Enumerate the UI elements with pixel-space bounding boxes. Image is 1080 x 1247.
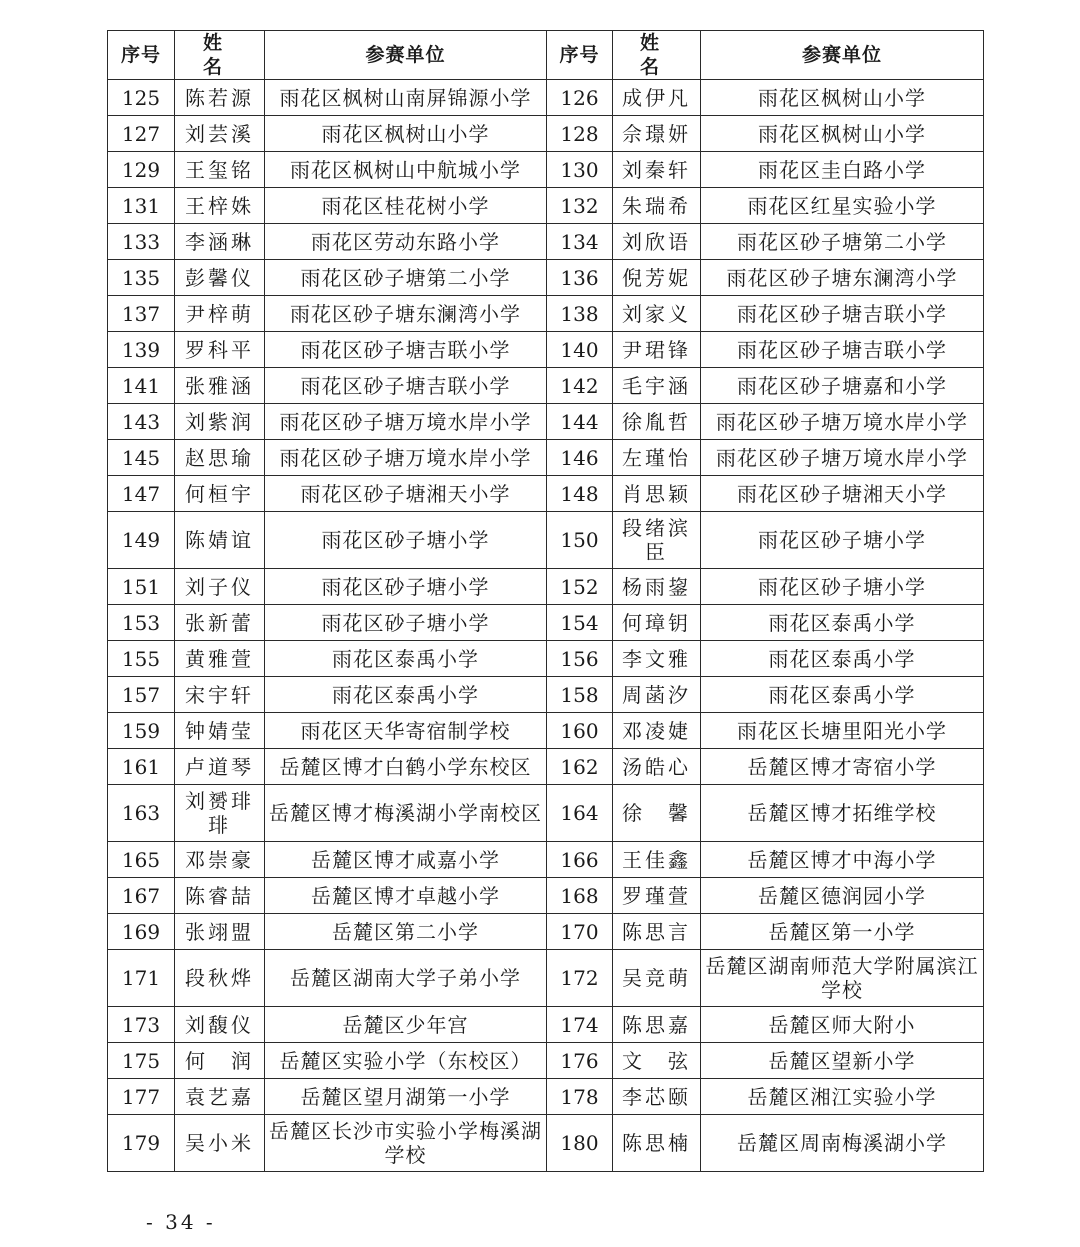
- entry-number: 155: [108, 641, 175, 677]
- student-name: 袁艺嘉: [175, 1079, 265, 1115]
- student-name: 尹珺锋: [613, 332, 701, 368]
- entry-number: 146: [547, 440, 613, 476]
- entry-number: 149: [108, 512, 175, 569]
- school-name: 雨花区砂子塘湘天小学: [701, 476, 984, 512]
- table-row: [108, 641, 984, 677]
- school-name: 雨花区砂子塘万境水岸小学: [265, 404, 547, 440]
- table-row: [108, 260, 984, 296]
- school-name: 雨花区泰禹小学: [265, 641, 547, 677]
- entry-number: 171: [108, 950, 175, 1007]
- student-name: 刘赟琲琲: [175, 785, 265, 842]
- entry-number: 162: [547, 749, 613, 785]
- school-name: 雨花区枫树山小学: [701, 116, 984, 152]
- table-row: [108, 440, 984, 476]
- school-name: 岳麓区德润园小学: [701, 878, 984, 914]
- entry-number: 159: [108, 713, 175, 749]
- school-name: 雨花区圭白路小学: [701, 152, 984, 188]
- school-name: 岳麓区师大附小: [701, 1007, 984, 1043]
- table-row: [108, 188, 984, 224]
- entry-number: 179: [108, 1115, 175, 1172]
- table-row: [108, 512, 984, 569]
- entry-number: 177: [108, 1079, 175, 1115]
- student-name: 段秋烨: [175, 950, 265, 1007]
- student-name: 何桓宇: [175, 476, 265, 512]
- student-name: 佘璟妍: [613, 116, 701, 152]
- entry-number: 137: [108, 296, 175, 332]
- table-row: [108, 1007, 984, 1043]
- entry-number: 158: [547, 677, 613, 713]
- student-name: 何璋钥: [613, 605, 701, 641]
- school-name: 雨花区枫树山小学: [265, 116, 547, 152]
- school-name: 岳麓区湖南大学子弟小学: [265, 950, 547, 1007]
- school-name: 岳麓区博才咸嘉小学: [265, 842, 547, 878]
- school-name: 岳麓区博才中海小学: [701, 842, 984, 878]
- school-name: 岳麓区博才梅溪湖小学南校区: [265, 785, 547, 842]
- student-name: 陈思楠: [613, 1115, 701, 1172]
- student-name: 段绪滨臣: [613, 512, 701, 569]
- student-name: 刘家义: [613, 296, 701, 332]
- student-name: 张翊盟: [175, 914, 265, 950]
- student-name: 陈思嘉: [613, 1007, 701, 1043]
- school-name: 雨花区天华寄宿制学校: [265, 713, 547, 749]
- header-number: 序号: [108, 31, 175, 80]
- entry-number: 169: [108, 914, 175, 950]
- entry-number: 129: [108, 152, 175, 188]
- entry-number: 157: [108, 677, 175, 713]
- student-name: 赵思瑜: [175, 440, 265, 476]
- table-row: [108, 605, 984, 641]
- student-name: 肖思颖: [613, 476, 701, 512]
- student-name: 徐 馨: [613, 785, 701, 842]
- school-name: 岳麓区第二小学: [265, 914, 547, 950]
- table-row: [108, 368, 984, 404]
- entry-number: 166: [547, 842, 613, 878]
- student-name: 陈思言: [613, 914, 701, 950]
- table-row: [108, 569, 984, 605]
- table-row: [108, 785, 984, 842]
- school-name: 雨花区砂子塘第二小学: [265, 260, 547, 296]
- student-name: 倪芳妮: [613, 260, 701, 296]
- student-name: 吴小米: [175, 1115, 265, 1172]
- entry-number: 142: [547, 368, 613, 404]
- student-name: 宋宇轩: [175, 677, 265, 713]
- entry-number: 152: [547, 569, 613, 605]
- student-name: 罗科平: [175, 332, 265, 368]
- entry-number: 151: [108, 569, 175, 605]
- table-row: [108, 476, 984, 512]
- entry-number: 138: [547, 296, 613, 332]
- school-name: 雨花区泰禹小学: [701, 605, 984, 641]
- entry-number: 145: [108, 440, 175, 476]
- table-row: [108, 116, 984, 152]
- school-name: 岳麓区博才拓维学校: [701, 785, 984, 842]
- school-name: 雨花区砂子塘吉联小学: [265, 368, 547, 404]
- school-name: 雨花区红星实验小学: [701, 188, 984, 224]
- table-row: [108, 749, 984, 785]
- table-row: [108, 296, 984, 332]
- student-name: 陈睿喆: [175, 878, 265, 914]
- entry-number: 126: [547, 80, 613, 116]
- header-school: 参赛单位: [701, 31, 984, 80]
- entry-number: 141: [108, 368, 175, 404]
- student-name: 彭馨仪: [175, 260, 265, 296]
- student-name: 刘紫润: [175, 404, 265, 440]
- entry-number: 133: [108, 224, 175, 260]
- school-name: 岳麓区博才卓越小学: [265, 878, 547, 914]
- school-name: 雨花区砂子塘小学: [265, 569, 547, 605]
- school-name: 岳麓区博才寄宿小学: [701, 749, 984, 785]
- student-name: 邓凌婕: [613, 713, 701, 749]
- header-number: 序号: [547, 31, 613, 80]
- student-name: 李芯颐: [613, 1079, 701, 1115]
- table-row: [108, 914, 984, 950]
- table-row: [108, 677, 984, 713]
- table-body: [108, 80, 984, 1172]
- student-name: 陈若源: [175, 80, 265, 116]
- entry-number: 165: [108, 842, 175, 878]
- entry-number: 131: [108, 188, 175, 224]
- school-name: 雨花区砂子塘小学: [701, 512, 984, 569]
- entry-number: 139: [108, 332, 175, 368]
- student-name: 王梓姝: [175, 188, 265, 224]
- entry-number: 160: [547, 713, 613, 749]
- entry-number: 136: [547, 260, 613, 296]
- table-row: [108, 1115, 984, 1172]
- entry-number: 168: [547, 878, 613, 914]
- student-name: 尹梓萌: [175, 296, 265, 332]
- school-name: 岳麓区望新小学: [701, 1043, 984, 1079]
- student-name: 张新蕾: [175, 605, 265, 641]
- entry-number: 170: [547, 914, 613, 950]
- entry-number: 161: [108, 749, 175, 785]
- student-name: 刘芸溪: [175, 116, 265, 152]
- student-name: 李文雅: [613, 641, 701, 677]
- entry-number: 154: [547, 605, 613, 641]
- student-name: 刘欣语: [613, 224, 701, 260]
- entry-number: 143: [108, 404, 175, 440]
- table-row: [108, 950, 984, 1007]
- school-name: 雨花区枫树山中航城小学: [265, 152, 547, 188]
- entry-number: 147: [108, 476, 175, 512]
- table-row: [108, 80, 984, 116]
- student-name: 吴竞萌: [613, 950, 701, 1007]
- student-name: 何 润: [175, 1043, 265, 1079]
- entry-number: 156: [547, 641, 613, 677]
- student-name: 王玺铭: [175, 152, 265, 188]
- school-name: 雨花区泰禹小学: [265, 677, 547, 713]
- entry-number: 172: [547, 950, 613, 1007]
- school-name: 岳麓区实验小学（东校区）: [265, 1043, 547, 1079]
- school-name: 雨花区砂子塘万境水岸小学: [265, 440, 547, 476]
- school-name: 雨花区砂子塘万境水岸小学: [701, 404, 984, 440]
- school-name: 岳麓区湖南师范大学附属滨江学校: [701, 950, 984, 1007]
- header-school: 参赛单位: [265, 31, 547, 80]
- student-name: 陈婧谊: [175, 512, 265, 569]
- header-name: 姓 名: [175, 31, 265, 80]
- school-name: 雨花区砂子塘吉联小学: [701, 296, 984, 332]
- student-name: 毛宇涵: [613, 368, 701, 404]
- student-name: 卢道琴: [175, 749, 265, 785]
- student-name: 刘馥仪: [175, 1007, 265, 1043]
- student-name: 李涵琳: [175, 224, 265, 260]
- student-name: 刘子仪: [175, 569, 265, 605]
- school-name: 雨花区砂子塘小学: [701, 569, 984, 605]
- student-name: 罗瑾萱: [613, 878, 701, 914]
- school-name: 岳麓区长沙市实验小学梅溪湖学校: [265, 1115, 547, 1172]
- table-row: [108, 404, 984, 440]
- student-name: 左瑾怡: [613, 440, 701, 476]
- school-name: 雨花区劳动东路小学: [265, 224, 547, 260]
- participant-table: [107, 30, 984, 1172]
- table-row: [108, 152, 984, 188]
- entry-number: 178: [547, 1079, 613, 1115]
- school-name: 雨花区泰禹小学: [701, 677, 984, 713]
- entry-number: 130: [547, 152, 613, 188]
- student-name: 黄雅萱: [175, 641, 265, 677]
- school-name: 雨花区泰禹小学: [701, 641, 984, 677]
- student-name: 徐胤哲: [613, 404, 701, 440]
- student-name: 杨雨鋆: [613, 569, 701, 605]
- student-name: 张雅涵: [175, 368, 265, 404]
- student-name: 钟婧莹: [175, 713, 265, 749]
- header-row: [108, 31, 984, 80]
- table-row: [108, 713, 984, 749]
- school-name: 雨花区桂花树小学: [265, 188, 547, 224]
- student-name: 邓崇豪: [175, 842, 265, 878]
- student-name: 汤皓心: [613, 749, 701, 785]
- school-name: 雨花区砂子塘吉联小学: [265, 332, 547, 368]
- entry-number: 132: [547, 188, 613, 224]
- entry-number: 173: [108, 1007, 175, 1043]
- entry-number: 175: [108, 1043, 175, 1079]
- school-name: 雨花区枫树山小学: [701, 80, 984, 116]
- entry-number: 144: [547, 404, 613, 440]
- entry-number: 164: [547, 785, 613, 842]
- entry-number: 134: [547, 224, 613, 260]
- student-name: 王佳鑫: [613, 842, 701, 878]
- school-name: 雨花区砂子塘小学: [265, 605, 547, 641]
- entry-number: 167: [108, 878, 175, 914]
- school-name: 岳麓区少年宫: [265, 1007, 547, 1043]
- entry-number: 140: [547, 332, 613, 368]
- school-name: 岳麓区湘江实验小学: [701, 1079, 984, 1115]
- school-name: 雨花区砂子塘万境水岸小学: [701, 440, 984, 476]
- entry-number: 163: [108, 785, 175, 842]
- entry-number: 127: [108, 116, 175, 152]
- entry-number: 150: [547, 512, 613, 569]
- entry-number: 153: [108, 605, 175, 641]
- student-name: 成伊凡: [613, 80, 701, 116]
- student-name: 文 弦: [613, 1043, 701, 1079]
- school-name: 雨花区枫树山南屏锦源小学: [265, 80, 547, 116]
- entry-number: 174: [547, 1007, 613, 1043]
- entry-number: 148: [547, 476, 613, 512]
- school-name: 岳麓区望月湖第一小学: [265, 1079, 547, 1115]
- entry-number: 135: [108, 260, 175, 296]
- table-row: [108, 332, 984, 368]
- school-name: 雨花区砂子塘东澜湾小学: [701, 260, 984, 296]
- school-name: 雨花区砂子塘东澜湾小学: [265, 296, 547, 332]
- entry-number: 176: [547, 1043, 613, 1079]
- table-row: [108, 878, 984, 914]
- school-name: 雨花区长塘里阳光小学: [701, 713, 984, 749]
- table-row: [108, 1043, 984, 1079]
- school-name: 雨花区砂子塘吉联小学: [701, 332, 984, 368]
- school-name: 岳麓区周南梅溪湖小学: [701, 1115, 984, 1172]
- student-name: 刘秦轩: [613, 152, 701, 188]
- student-name: 朱瑞希: [613, 188, 701, 224]
- table-row: [108, 842, 984, 878]
- table-row: [108, 1079, 984, 1115]
- school-name: 雨花区砂子塘湘天小学: [265, 476, 547, 512]
- entry-number: 128: [547, 116, 613, 152]
- school-name: 岳麓区博才白鹤小学东校区: [265, 749, 547, 785]
- entry-number: 180: [547, 1115, 613, 1172]
- header-name: 姓 名: [613, 31, 701, 80]
- school-name: 雨花区砂子塘第二小学: [701, 224, 984, 260]
- school-name: 岳麓区第一小学: [701, 914, 984, 950]
- student-name: 周菡汐: [613, 677, 701, 713]
- entry-number: 125: [108, 80, 175, 116]
- page-number: - 34 -: [146, 1210, 216, 1234]
- school-name: 雨花区砂子塘嘉和小学: [701, 368, 984, 404]
- table-row: [108, 224, 984, 260]
- school-name: 雨花区砂子塘小学: [265, 512, 547, 569]
